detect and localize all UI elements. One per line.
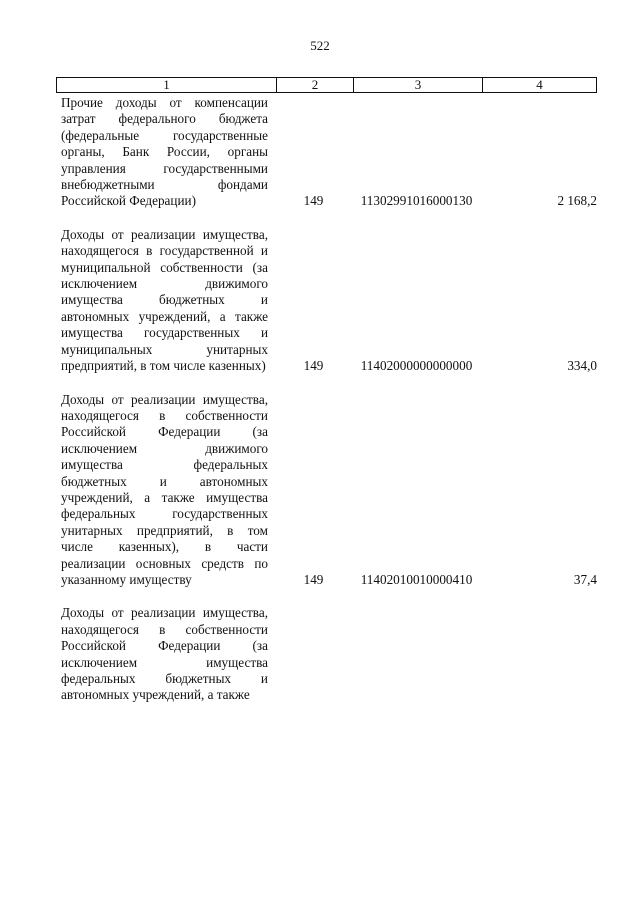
- row-budget-code: 11302991016000130: [360, 193, 473, 209]
- row-amount: 37,4: [573, 571, 597, 587]
- header-col-2: 2: [276, 78, 353, 92]
- table-row: [56, 392, 597, 589]
- row-admin-code: 149: [303, 571, 324, 587]
- table-row: [56, 605, 597, 703]
- row-admin-code: 149: [303, 358, 324, 374]
- row-name: Доходы от реализации имущества, находящегося в собственности Российской Федерации (за исключением имущества федеральных бюджетных и автономных учреждений, а также: [61, 605, 268, 703]
- row-admin-code: 149: [303, 193, 324, 209]
- row-name: Доходы от реализации имущества, находящегося в государственной и муниципальной собственности (за исключением движимого имущества бюджетных и автономных учреждений, а также имущества государственных и муниципальных унитарных предприятий, в том числе казенных): [61, 226, 268, 374]
- row-name: Прочие доходы от компенсации затрат федерального бюджета (федеральные государственные органы, Банк России, органы управления государственными внебюджетными фондами Российской Федерации): [61, 95, 268, 209]
- page-number: 522: [310, 38, 330, 53]
- header-col-1: 1: [163, 77, 170, 92]
- row-amount: 2 168,2: [557, 193, 597, 209]
- row-budget-code: 11402000000000000: [360, 358, 473, 374]
- table-header-row: [56, 77, 597, 93]
- header-col-3: 3: [353, 78, 482, 92]
- header-col-4: 4: [482, 78, 596, 92]
- table-row: [56, 95, 597, 210]
- table-body: [56, 95, 597, 721]
- row-budget-code: 11402010010000410: [360, 571, 473, 587]
- row-name: Доходы от реализации имущества, находящегося в собственности Российской Федерации (за исключением движимого имущества федеральных бюджетных и автономных учреждений, а также имущества федеральных государственных унитарных предприятий, в том числе казенных), в части реализации основных средств по указанному имуществу: [61, 391, 268, 587]
- row-amount: 334,0: [567, 358, 597, 374]
- table-row: [56, 227, 597, 375]
